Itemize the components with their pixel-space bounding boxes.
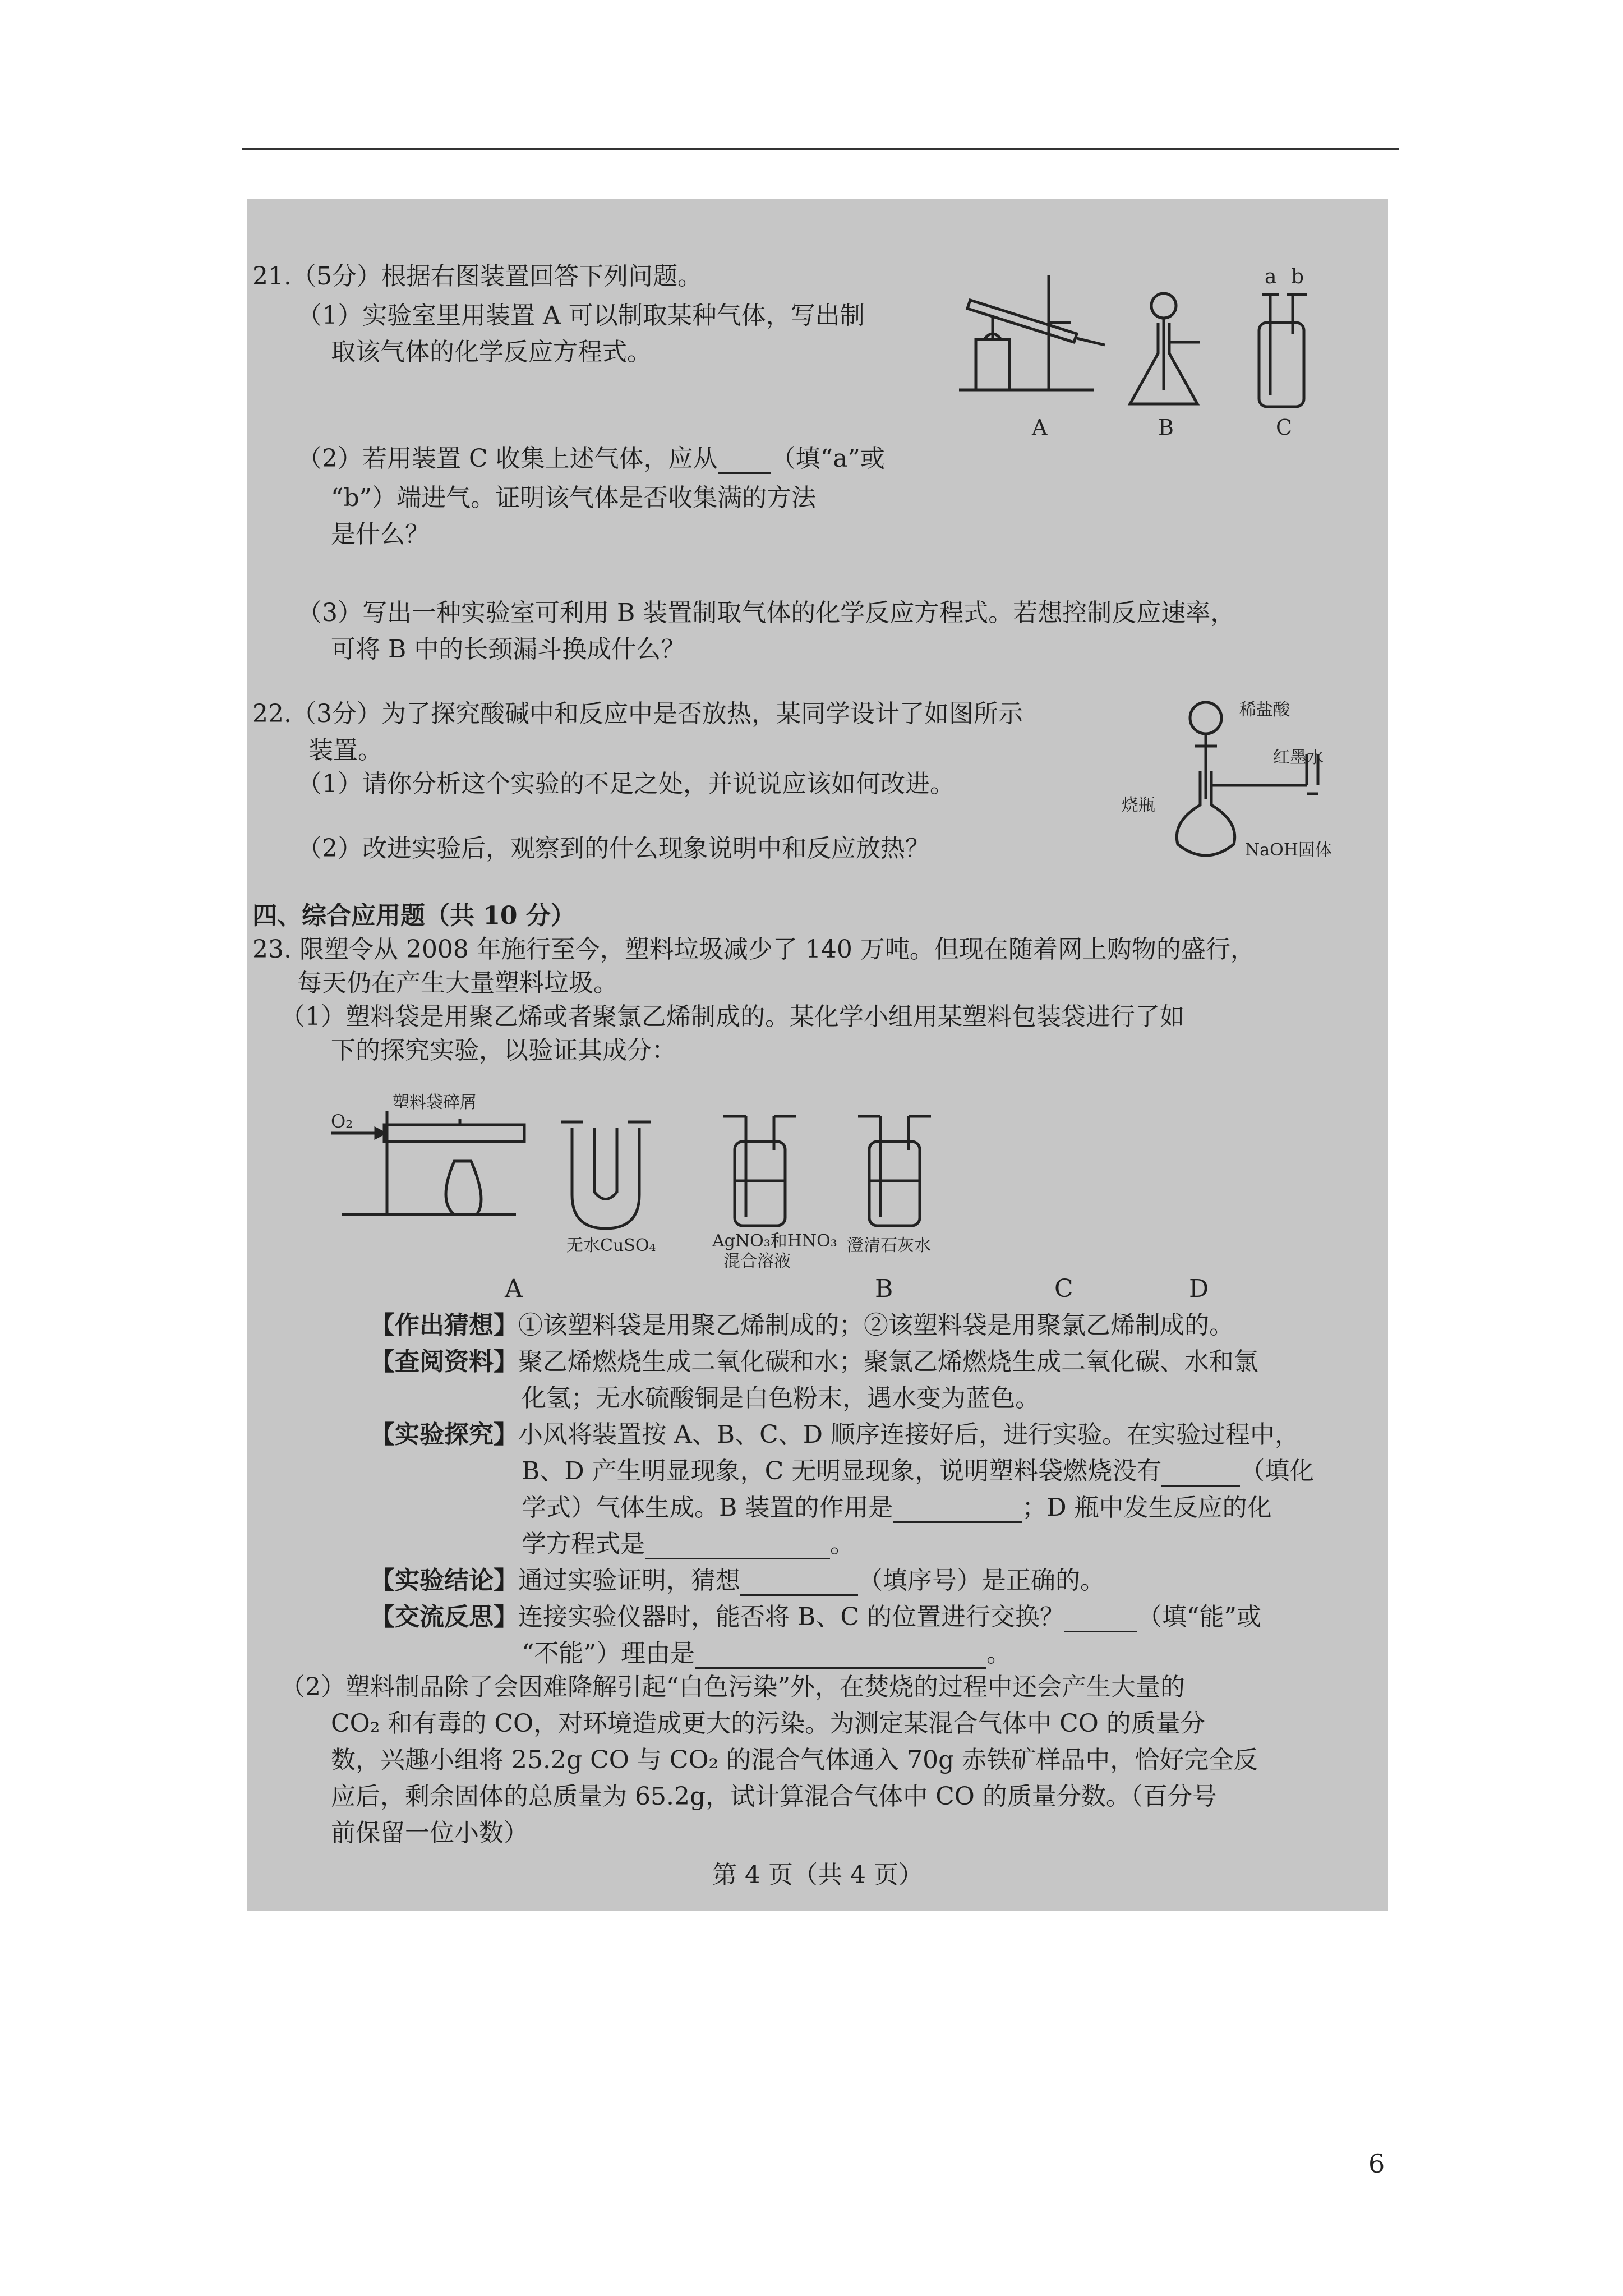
answer-blank <box>1161 1462 1240 1487</box>
answer-blank <box>893 1499 1022 1523</box>
page-footer: 第 4 页（共 4 页） <box>712 1861 923 1889</box>
fig-bag-label: 塑料袋碎屑 <box>393 1093 477 1112</box>
fig-solid-label: NaOH固体 <box>1245 840 1332 860</box>
scanned-exam-page <box>247 199 1388 1911</box>
q21-part2-line2: “b”）端进气。证明该气体是否收集满的方法 <box>331 484 817 512</box>
q22-part1: （1）请你分析这个实验的不足之处，并说说应该如何改进。 <box>297 770 955 798</box>
q21-title: 21.（5分）根据右图装置回答下列问题。 <box>252 262 702 291</box>
exp-line1: 【实验探究】小风将装置按 A、B、C、D 顺序连接好后，进行实验。在实验过程中， <box>370 1420 1300 1449</box>
fig-label-c: C <box>1054 1274 1073 1303</box>
q22-title: 22.（3分）为了探究酸碱中和反应中是否放热，某同学设计了如图所示 <box>252 700 1023 728</box>
q23-part2-line4: 应后，剩余固体的总质量为 65.2g，试计算混合气体中 CO 的质量分数。（百分号 <box>331 1782 1217 1811</box>
top-rule <box>242 148 1399 150</box>
reflection-line2: “不能”）理由是 。 <box>522 1639 1011 1668</box>
fig-port-b: b <box>1291 265 1304 288</box>
fig-c-text2: 混合溶液 <box>723 1251 791 1271</box>
q21-part2-line1: （2）若用装置 C 收集上述气体，应从 （填“a”或 <box>297 444 885 473</box>
q21-apparatus-figure <box>937 261 1340 446</box>
answer-blank <box>695 1645 986 1669</box>
fig-c-text1: AgNO₃和HNO₃ <box>712 1231 837 1251</box>
q23-line1: 23. 限塑令从 2008 年施行至今，塑料垃圾减少了 140 万吨。但现在随着网上购物的盛行， <box>252 935 1255 964</box>
info-line2: 化氢；无水硫酸铜是白色粉末，遇水变为蓝色。 <box>522 1384 1040 1412</box>
q23-apparatus-figure <box>331 1088 1060 1273</box>
q21-part2-line3: 是什么？ <box>331 520 430 549</box>
section-heading: 四、综合应用题（共 10 分） <box>252 901 575 930</box>
q23-part2-line3: 数，兴趣小组将 25.2g CO 与 CO₂ 的混合气体通入 70g 赤铁矿样品中，恰好完全反 <box>331 1746 1258 1774</box>
q22-title-line2: 装置。 <box>308 736 382 765</box>
exp-line2: B、D 产生明显现象，C 无明显现象，说明塑料袋燃烧没有 （填化 <box>522 1457 1315 1485</box>
info-line1: 【查阅资料】聚乙烯燃烧生成二氧化碳和水；聚氯乙烯燃烧生成二氧化碳、水和氯 <box>370 1347 1258 1376</box>
fig-acid-label: 稀盐酸 <box>1239 700 1290 720</box>
fig-label-b: B <box>875 1274 893 1303</box>
page-number: 6 <box>1368 2148 1385 2179</box>
reflection-line1: 【交流反思】连接实验仪器时，能否将 B、C 的位置进行交换？ （填“能”或 <box>370 1603 1261 1631</box>
fig-flask-label: 烧瓶 <box>1122 795 1155 815</box>
answer-blank <box>645 1535 830 1559</box>
q21-part1-line1: （1）实验室里用装置 A 可以制取某种气体，写出制 <box>297 301 865 330</box>
fig-label-d: D <box>1189 1274 1209 1303</box>
q23-part2-line2: CO₂ 和有毒的 CO，对环境造成更大的污染。为测定某混合气体中 CO 的质量分 <box>331 1709 1205 1738</box>
exp-line4: 学方程式是 。 <box>522 1530 855 1558</box>
q23-line2: 每天仍在产生大量塑料垃圾。 <box>297 969 618 997</box>
fig-label-c: C <box>1276 415 1293 440</box>
q23-part2-line5: 前保留一位小数） <box>331 1819 528 1847</box>
answer-blank <box>718 450 771 474</box>
exp-line3: 学式）气体生成。B 装置的作用是 ；D 瓶中发生反应的化 <box>522 1493 1272 1522</box>
q21-part3-line2: 可将 B 中的长颈漏斗换成什么？ <box>331 635 686 664</box>
fig-water-label: 红墨水 <box>1273 748 1324 767</box>
conclusion-line: 【实验结论】通过实验证明，猜想 （填序号）是正确的。 <box>370 1566 1105 1595</box>
answer-blank <box>740 1572 858 1596</box>
q21-part3-line1: （3）写出一种实验室可利用 B 装置制取气体的化学反应方程式。若想控制反应速率， <box>297 599 1235 627</box>
q21-part1-line2: 取该气体的化学反应方程式。 <box>331 338 652 366</box>
fig-label-a: A <box>505 1274 523 1303</box>
fig-o2-label: O₂ <box>331 1111 353 1132</box>
fig-label-a: A <box>1032 415 1048 440</box>
guess-line: 【作出猜想】①该塑料袋是用聚乙烯制成的；②该塑料袋是用聚氯乙烯制成的。 <box>370 1311 1234 1340</box>
q22-apparatus-figure <box>1122 687 1385 872</box>
q23-part2-line1: （2）塑料制品除了会因难降解引起“白色污染”外，在焚烧的过程中还会产生大量的 <box>280 1673 1185 1701</box>
fig-b-text: 无水CuSO₄ <box>566 1236 656 1255</box>
q22-part2: （2）改进实验后，观察到的什么现象说明中和反应放热？ <box>297 834 930 863</box>
answer-blank <box>1064 1608 1137 1632</box>
fig-d-text: 澄清石灰水 <box>847 1236 931 1255</box>
fig-label-b: B <box>1158 415 1174 440</box>
fig-port-a: a <box>1265 265 1277 288</box>
q23-part1-line1: （1）塑料袋是用聚乙烯或者聚氯乙烯制成的。某化学小组用某塑料包装袋进行了如 <box>280 1002 1184 1031</box>
q23-part1-line2: 下的探究实验，以验证其成分： <box>331 1036 676 1065</box>
